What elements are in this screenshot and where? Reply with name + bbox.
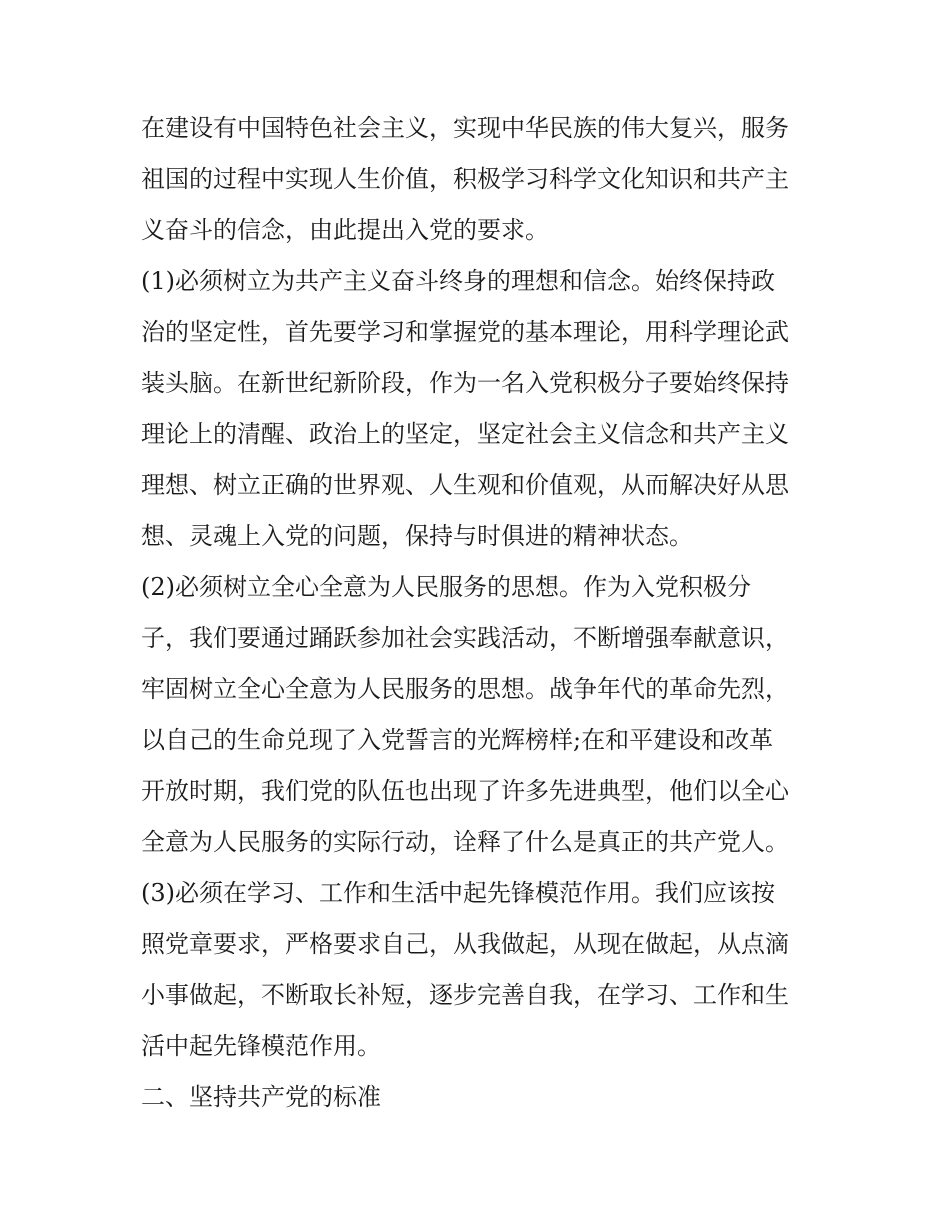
text-line-12: 牢固树立全心全意为人民服务的思想。战争年代的革命先烈， [141,675,789,703]
text-line-16: (3)必须在学习、工作和生活中起先锋模范作用。我们应该按 [141,879,775,907]
text-line-10: (2)必须树立全心全意为人民服务的思想。作为入党积极分 [141,573,751,601]
text-line-7: 理论上的清醒、政治上的坚定，坚定社会主义信念和共产主义 [141,420,789,448]
text-line-14: 开放时期，我们党的队伍也出现了许多先进典型，他们以全心 [141,777,789,805]
text-line-15: 全意为人民服务的实际行动，诠释了什么是真正的共产党人。 [141,828,789,856]
text-line-5: 治的坚定性，首先要学习和掌握党的基本理论，用科学理论武 [141,318,789,346]
text-line-2: 祖国的过程中实现人生价值，积极学习科学文化知识和共产主 [141,165,789,193]
text-line-3: 义奋斗的信念，由此提出入党的要求。 [141,216,549,244]
text-line-11: 子，我们要通过踊跃参加社会实践活动，不断增强奉献意识， [141,624,789,652]
text-line-1: 在建设有中国特色社会主义，实现中华民族的伟大复兴，服务 [141,114,789,142]
text-line-17: 照党章要求，严格要求自己，从我做起，从现在做起，从点滴 [141,930,789,958]
text-line-6: 装头脑。在新世纪新阶段，作为一名入党积极分子要始终保持 [141,369,789,397]
text-line-13: 以自己的生命兑现了入党誓言的光辉榜样;在和平建设和改革 [141,726,774,754]
text-line-19: 活中起先锋模范作用。 [141,1032,381,1060]
text-line-18: 小事做起，不断取长补短，逐步完善自我，在学习、工作和生 [141,981,789,1009]
text-line-4: (1)必须树立为共产主义奋斗终身的理想和信念。始终保持政 [141,267,775,295]
text-line-8: 理想、树立正确的世界观、人生观和价值观，从而解决好从思 [141,471,789,499]
text-line-9: 想、灵魂上入党的问题，保持与时俱进的精神状态。 [141,522,693,550]
section-heading: 二、坚持共产党的标准 [141,1083,381,1111]
